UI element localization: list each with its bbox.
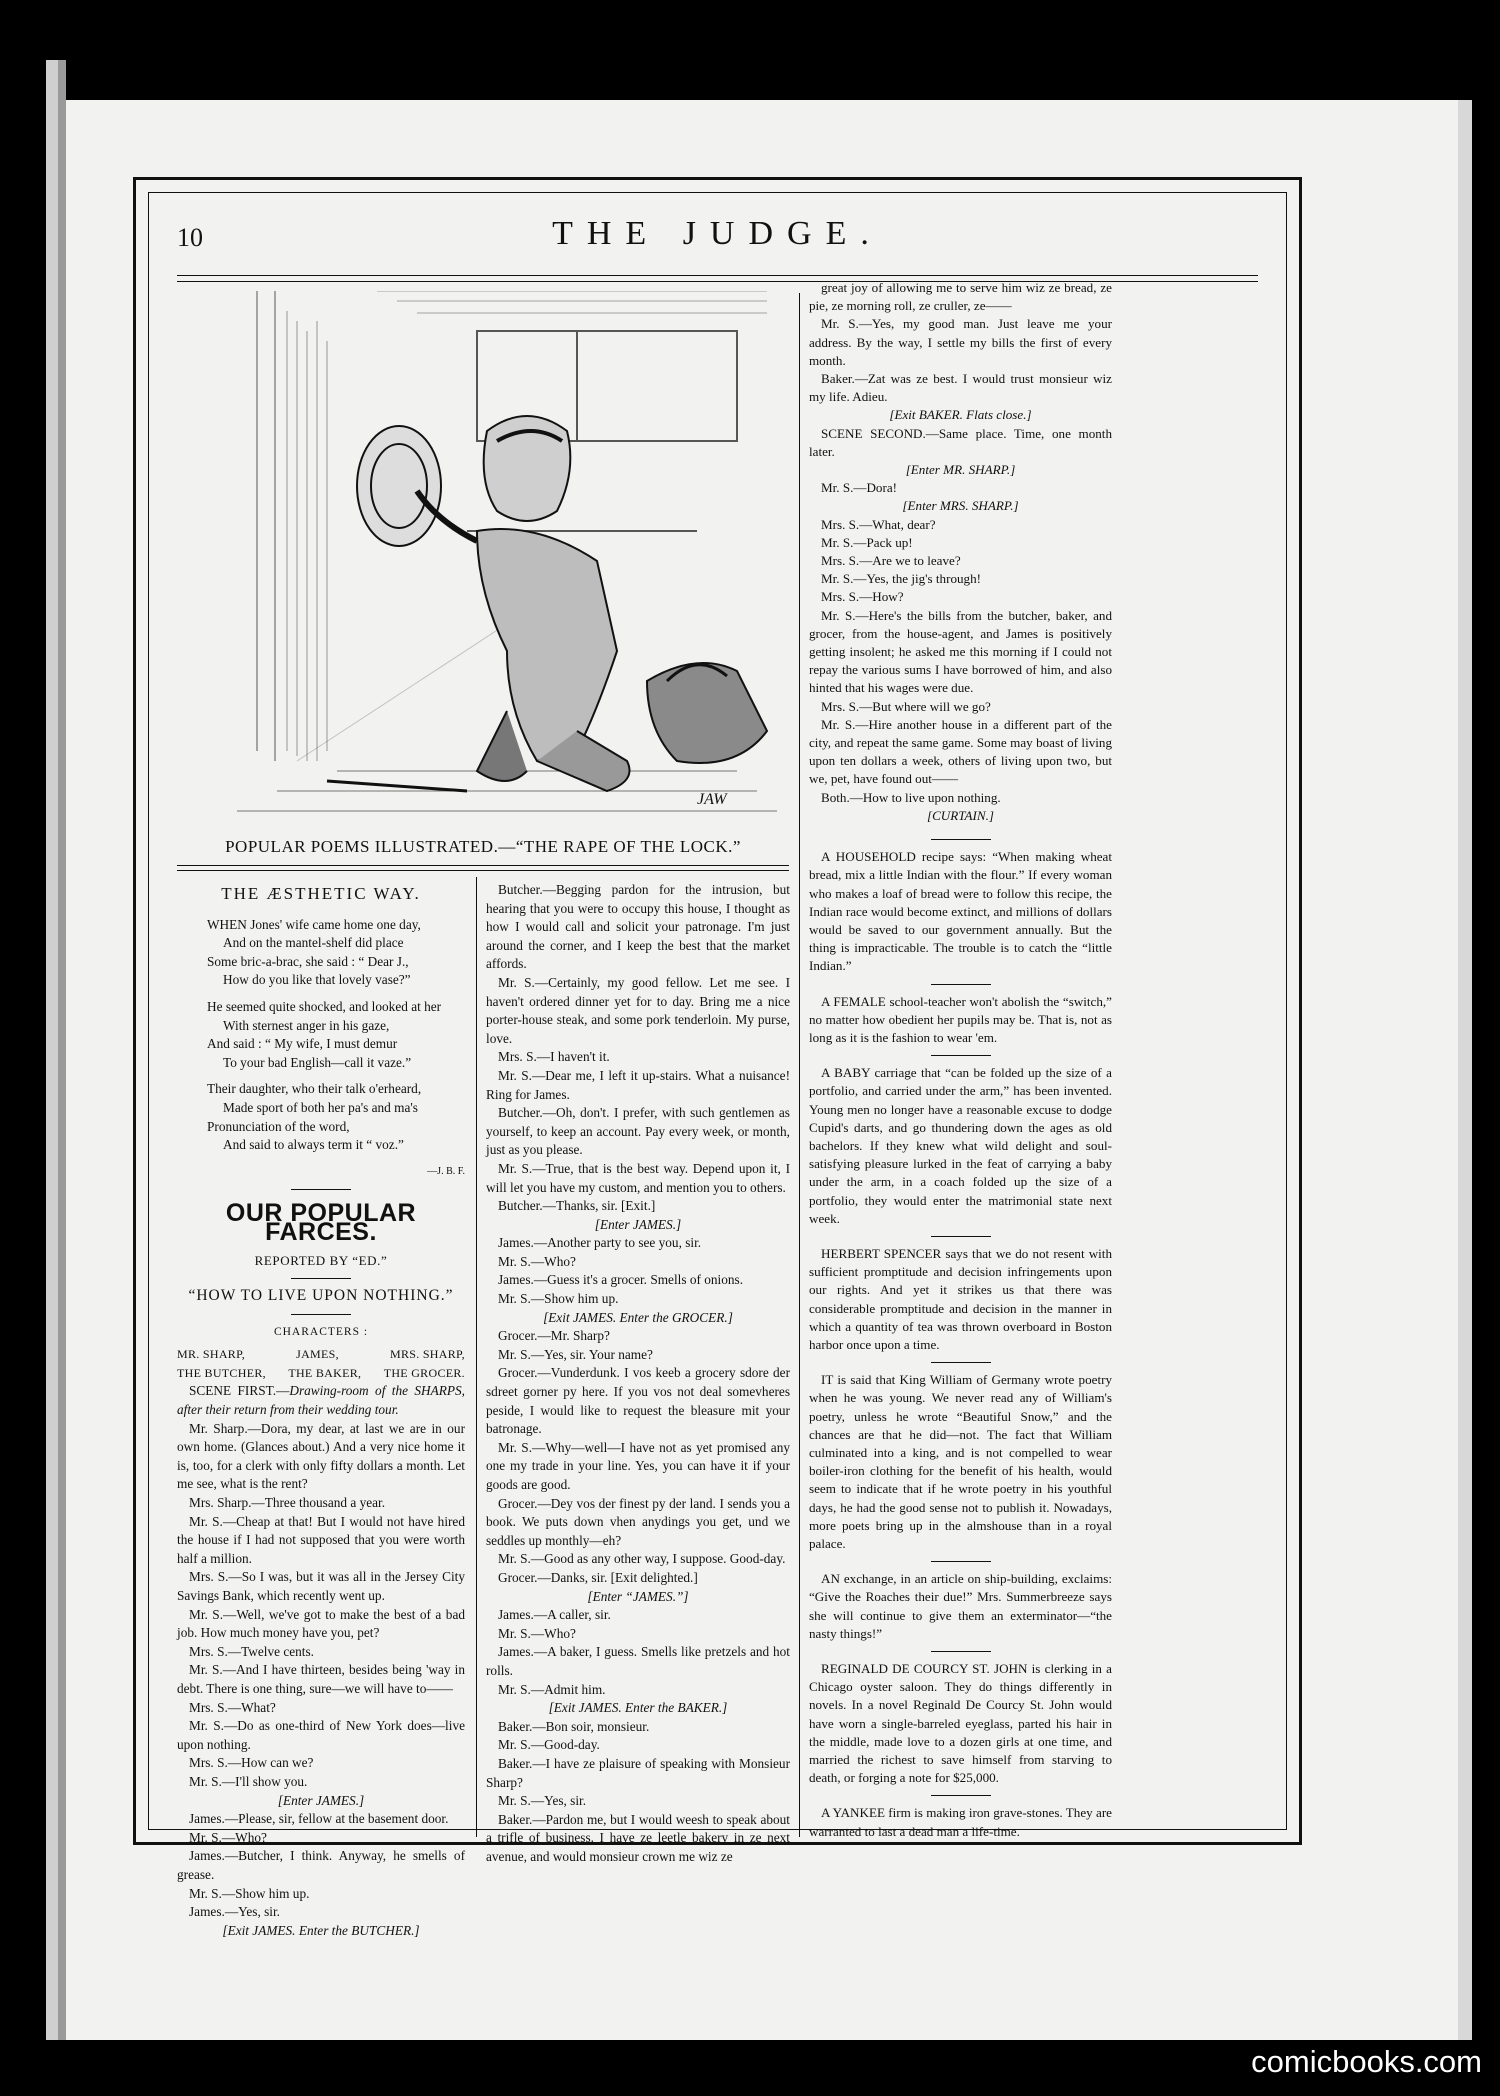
- dialogue-line: Mr. S.—Show him up.: [498, 1291, 619, 1307]
- column-3: [809, 279, 1112, 1841]
- dialogue-line: Mr. S.—Hire another house in a different part of the city, and repeat the same game. Some may boast of living upon ten dollars a week, others of living upon two, but we, pet, have found out——: [809, 716, 1112, 787]
- dialogue-line: James.—Guess it's a grocer. Smells of onions.: [498, 1272, 744, 1288]
- characters-row: [177, 1345, 465, 1364]
- section-rule: [291, 1189, 351, 1190]
- dialogue-line: [Enter MRS. SHARP.]: [902, 498, 1019, 514]
- page-frame-inner: [148, 192, 1287, 1938]
- play-title: “HOW TO LIVE UPON NOTHING.”: [188, 1287, 454, 1305]
- dialogue-line: Grocer.—Vunderdunk. I vos keeb a grocery sdore der sdreet gorner py here. If you vos not deal somevheres peside, I would like to request the bleasure mit your batronage.: [486, 1365, 790, 1437]
- dialogue-line: Mrs. S.—I haven't it.: [498, 1049, 610, 1065]
- poem-line: Their daughter, who their talk o'erheard,: [207, 1081, 422, 1097]
- character-name: THE BAKER,: [288, 1365, 362, 1380]
- dialogue-line: Mr. S.—Good as any other way, I suppose. Good-day.: [498, 1551, 786, 1567]
- dialogue-line: James.—Butcher, I think. Anyway, he smells of grease.: [177, 1848, 465, 1882]
- engraving-drawing: [177, 291, 789, 831]
- dialogue-line: [CURTAIN.]: [926, 807, 995, 823]
- poem-line: To your bad English—call it vaze.”: [223, 1054, 412, 1070]
- dialogue-line: Mrs. S.—So I was, but it was all in the Jersey City Savings Bank, which recently went up.: [177, 1569, 465, 1603]
- artist-signature: JAW: [697, 791, 727, 808]
- dialogue-line: [Exit JAMES. Enter the BAKER.]: [548, 1700, 728, 1716]
- dialogue-line: [Exit BAKER. Flats close.]: [889, 407, 1032, 423]
- section-rule: [291, 1314, 351, 1315]
- farces-reported-by: REPORTED BY “ED.”: [254, 1252, 388, 1268]
- character-name: MR. SHARP,: [177, 1347, 246, 1362]
- section-rule: [931, 1362, 991, 1363]
- dialogue-line: Mrs. S.—But where will we go?: [821, 698, 991, 714]
- poem-stanza: [207, 916, 465, 990]
- dialogue-line: Grocer.—Dey vos der finest py der land. I sends you a book. We puts down vhen anydings you get, und we seddles up monthly—eh?: [486, 1495, 790, 1548]
- dialogue-line: Mr. S.—Dora!: [821, 480, 898, 496]
- dialogue-line: SCENE SECOND.—Same place. Time, one month later.: [809, 425, 1112, 459]
- scene-label: SCENE FIRST.: [189, 1383, 277, 1399]
- paragraph-item: IT is said that King William of Germany wrote poetry when he was young. We never read any of William's poetry, unless he wrote “Beautiful Snow,” and the chances are that he did—not. The fact that William culminated into a king, and is not compelled to wear boiler-iron clothing for the benefit of his health, would seem to indicate that if he wrote poetry in his youthful days, he had the good sense not to publish it. Nowadays, more poets bring up in the almshouse than in a royal palace.: [809, 1372, 1112, 1551]
- poem-line: Made sport of both her pa's and ma's: [223, 1099, 418, 1115]
- scene-description: Drawing-room of the SHARPS, after their return from their wedding tour.: [177, 1383, 466, 1418]
- dialogue-line: Mr. S.—I'll show you.: [189, 1773, 308, 1789]
- paragraph-item: HERBERT SPENCER says that we do not resent with sufficient promptitude and decision infringements upon our rights. And yet it strikes us that there was considerable promptitude and decision in the manner in which a quantity of tea was thrown overboard in Boston harbor once upon a time.: [809, 1245, 1112, 1352]
- dialogue-line: Mr. S.—Good-day.: [498, 1737, 600, 1753]
- dialogue-line: Mr. S.—Who?: [189, 1829, 267, 1845]
- dialogue-line: [Enter MR. SHARP.]: [905, 462, 1016, 478]
- dialogue-line: Mr. S.—Here's the bills from the butcher, baker, and grocer, from the house-agent, and James is positively getting insolent; he asked me this morning if I could not repay the various sums I have borrowed of him, and also hinted that his wages were due.: [809, 607, 1112, 696]
- poem-line: And said : “ My wife, I must demur: [207, 1036, 398, 1052]
- column-separator-1: [476, 877, 477, 1837]
- paragraph-items: [809, 848, 1112, 1841]
- poem-line: With sternest anger in his gaze,: [223, 1017, 390, 1033]
- dialogue-line: Both.—How to live upon nothing.: [821, 789, 1001, 805]
- dialogue-line: Mr. S.—Why—well—I have not as yet promised any one my trade in your line. Yes, you can have it if your goods are good.: [486, 1439, 790, 1492]
- scene-first: SCENE FIRST.—Drawing-room of the SHARPS, after their return from their wedding tour.: [177, 1383, 466, 1418]
- dialogue-line: Mr. S.—Show him up.: [189, 1885, 310, 1901]
- section-rule: [931, 1795, 991, 1796]
- dialogue-line: great joy of allowing me to serve him wiz ze bread, ze pie, ze morning roll, ze cruller, ze——: [809, 280, 1112, 314]
- dialogue-line: Mrs. S.—What, dear?: [821, 516, 936, 532]
- scan-edge-shadow: [58, 60, 66, 2040]
- section-rule: [931, 1651, 991, 1652]
- dialogue-line: Mr. S.—Who?: [498, 1625, 576, 1641]
- dialogue-line: Mr. S.—Well, we've got to make the best of a bad job. How much money have you, pet?: [177, 1606, 465, 1641]
- paragraph-item: A YANKEE firm is making iron grave-stones. They are warranted to last a dead man a life-time.: [809, 1805, 1112, 1839]
- dialogue-line: Mr. S.—Yes, my good man. Just leave me your address. By the way, I settle my bills the first of every month.: [809, 316, 1112, 368]
- poem-line: And said to always term it “ voz.”: [223, 1137, 404, 1153]
- character-name: MRS. SHARP,: [389, 1347, 465, 1362]
- dialogue-line: James.—A caller, sir.: [498, 1607, 611, 1623]
- dialogue-line: [Enter “JAMES.”]: [587, 1588, 689, 1604]
- dialogue-line: Mr. S.—Pack up!: [821, 534, 913, 550]
- masthead: [149, 193, 1286, 259]
- dialogue-line: [Enter JAMES.]: [594, 1216, 682, 1232]
- character-name: THE GROCER.: [383, 1365, 465, 1380]
- dialogue-line: Butcher.—Begging pardon for the intrusion, but hearing that you were to occupy this house, I thought as how I would call and solicit your patronage. I'm just around the corner, and I keep the best that the market affords.: [486, 882, 790, 972]
- dialogue-line: [Enter JAMES.]: [277, 1792, 365, 1808]
- column-1: [177, 879, 465, 1940]
- characters-label: CHARACTERS :: [273, 1325, 369, 1338]
- dialogue-line: Butcher.—Thanks, sir. [Exit.]: [498, 1198, 656, 1214]
- caption-rule-top: [177, 865, 789, 866]
- column-separator-2: [799, 293, 800, 1837]
- dialogue-line: Mr. S.—Who?: [498, 1253, 576, 1269]
- poem-line: How do you like that lovely vase?”: [223, 972, 411, 988]
- illustration-rape-of-the-lock: [177, 291, 789, 881]
- dialogue-line: James.—Yes, sir.: [189, 1904, 281, 1920]
- dialogue-line: Mr. S.—Dear me, I left it up-stairs. What a nuisance! Ring for James.: [486, 1067, 790, 1102]
- character-name: JAMES,: [296, 1347, 339, 1362]
- paragraph-item: A FEMALE school-teacher won't abolish the “switch,” no matter how obedient her pupils may be. That is, not as long as it is the fashion to wear 'em.: [809, 993, 1112, 1045]
- dialogue-line: Mrs. S.—Twelve cents.: [189, 1643, 315, 1659]
- farce-dialogue-part-1: [177, 1420, 465, 1941]
- dialogue-line: [Exit JAMES. Enter the BUTCHER.]: [222, 1922, 420, 1938]
- dialogue-line: Mr. S.—Admit him.: [498, 1681, 606, 1697]
- section-rule: [931, 1236, 991, 1237]
- dialogue-line: Baker.—I have ze plaisure of speaking with Monsieur Sharp?: [486, 1755, 790, 1790]
- dialogue-line: [Exit JAMES. Enter the GROCER.]: [543, 1309, 733, 1325]
- dialogue-line: James.—Another party to see you, sir.: [498, 1235, 702, 1251]
- poem-stanza: [207, 1080, 465, 1154]
- paragraph-item: A HOUSEHOLD recipe says: “When making wheat bread, mix a little Indian with the flour.” If every woman who makes a loaf of bread were to follow this recipe, the Indian race would become extinct, and millions of dollars would be saved to our government annually. But the thing is impracticable. The trouble is to catch the “little Indian.”: [809, 849, 1112, 974]
- column-2: [486, 881, 790, 1866]
- page-number: 10: [177, 223, 203, 252]
- farce-dialogue-part-3: [809, 279, 1112, 825]
- poem-line: Some bric-a-brac, she said : “ Dear J.,: [207, 953, 409, 969]
- character-name: THE BUTCHER,: [177, 1365, 266, 1380]
- poem-body: [207, 916, 465, 1182]
- poem-line: He seemed quite shocked, and looked at her: [207, 998, 442, 1014]
- dialogue-line: Mr. S.—Yes, sir.: [498, 1793, 587, 1809]
- dialogue-line: Mr. S.—Yes, sir. Your name?: [498, 1346, 653, 1362]
- dialogue-line: Mrs. S.—Are we to leave?: [821, 553, 961, 569]
- dialogue-line: Mrs. S.—How?: [821, 589, 904, 605]
- paper-title: THE JUDGE.: [552, 215, 883, 252]
- poem-line: Pronunciation of the word,: [207, 1118, 350, 1134]
- masthead-rule-top: [177, 275, 1258, 276]
- next-page-edge: [1458, 100, 1472, 2040]
- section-rule: [931, 1561, 991, 1562]
- dialogue-line: Mr. S.—True, that is the best way. Depend upon it, I will let you have my custom, and mention you to others.: [486, 1160, 790, 1195]
- dialogue-line: Mrs. S.—What?: [189, 1699, 276, 1715]
- caption-rule-bottom: [177, 870, 789, 871]
- poem-line: And on the mantel-shelf did place: [223, 935, 404, 951]
- illustration-caption: POPULAR POEMS ILLUSTRATED.—“THE RAPE OF THE LOCK.”: [225, 837, 741, 856]
- dialogue-line: James.—Please, sir, fellow at the basement door.: [189, 1811, 449, 1827]
- poem-line: WHEN Jones' wife came home one day,: [207, 916, 421, 932]
- dialogue-line: Baker.—Bon soir, monsieur.: [498, 1718, 650, 1734]
- page-frame: [133, 177, 1302, 1938]
- dialogue-line: Butcher.—Oh, don't. I prefer, with such gentlemen as yourself, to keep an account. Pay every week, or month, just as you please.: [486, 1105, 790, 1158]
- paragraph-item: REGINALD DE COURCY ST. JOHN is clerking in a Chicago oyster saloon. They do things differently in novels. In a novel Reginald De Courcy St. John would have worn a single-barreled eyeglass, parted his hair in the middle, made love to a dozen girls at one time, and married the richest to save himself from starving to death, or forging a note for $25,000.: [809, 1661, 1112, 1786]
- dialogue-line: Mr. Sharp.—Dora, my dear, at last we are in our own home. (Glances about.) And a very nice home it is, too, for a clerk with only fifty dollars a month. Let me see, what is the rent?: [177, 1420, 465, 1492]
- poem-title: THE ÆSTHETIC WAY.: [221, 884, 421, 903]
- paragraph-item: AN exchange, in an article on ship-building, exclaims: “Give the Roaches their due!” Mrs. Summerbreeze says she will continue to give them an exterminator—“the nasty things!”: [809, 1571, 1112, 1641]
- dialogue-line: Baker.—Pardon me, but I would weesh to speak about a trifle of business. I have ze leetle bakery in ze next avenue, and would monsieur crown me wiz ze: [486, 1811, 790, 1864]
- section-rule: [931, 839, 991, 840]
- poem-stanza: [207, 998, 465, 1072]
- section-rule: [931, 1055, 991, 1056]
- dialogue-line: Mr. S.—And I have thirteen, besides being 'way in debt. There is one thing, sure—we will have to——: [177, 1662, 465, 1696]
- scan-edge: [46, 60, 58, 2040]
- dialogue-line: Baker.—Zat was ze best. I would trust monsieur wiz my life. Adieu.: [809, 371, 1112, 405]
- watermark: comicbooks.com: [1251, 2044, 1482, 2079]
- dialogue-line: Mr. S.—Do as one-third of New York does—live upon nothing.: [177, 1718, 465, 1752]
- poem-signature: —J. B. F.: [427, 1165, 465, 1177]
- dialogue-line: Mr. S.—Yes, the jig's through!: [821, 571, 981, 587]
- dialogue-line: Mr. S.—Cheap at that! But I would not have hired the house if I had not supposed that you were worth half a million.: [177, 1513, 465, 1566]
- dialogue-line: Grocer.—Danks, sir. [Exit delighted.]: [498, 1569, 698, 1585]
- dialogue-line: Mrs. Sharp.—Three thousand a year.: [189, 1495, 386, 1511]
- paragraph-item: A BABY carriage that “can be folded up the size of a portfolio, and carried under the arm,” has been invented. Young men no longer have a reasonable excuse to dodge Cupid's darts, and go thundering down the ages as old bachelors. If they knew what wild delight and soul-satisfying pleasure lurked in the feat of carrying a baby under the arm, in a coach folded up the size of a portfolio, they would enter the matrimonial state next week.: [809, 1065, 1112, 1226]
- section-rule: [291, 1278, 351, 1279]
- dialogue-line: James.—A baker, I guess. Smells like pretzels and hot rolls.: [486, 1644, 790, 1678]
- characters-row: [177, 1364, 465, 1383]
- farces-heading: OUR POPULAR FARCES.: [225, 1199, 417, 1246]
- dialogue-line: Mrs. S.—How can we?: [189, 1755, 314, 1771]
- dialogue-line: Grocer.—Mr. Sharp?: [498, 1328, 610, 1344]
- dialogue-line: Mr. S.—Certainly, my good fellow. Let me see. I haven't ordered dinner yet for to day. Bring me a nice porter-house steak, and some pork tenderloin. My purse, love.: [486, 974, 790, 1046]
- section-rule: [931, 984, 991, 985]
